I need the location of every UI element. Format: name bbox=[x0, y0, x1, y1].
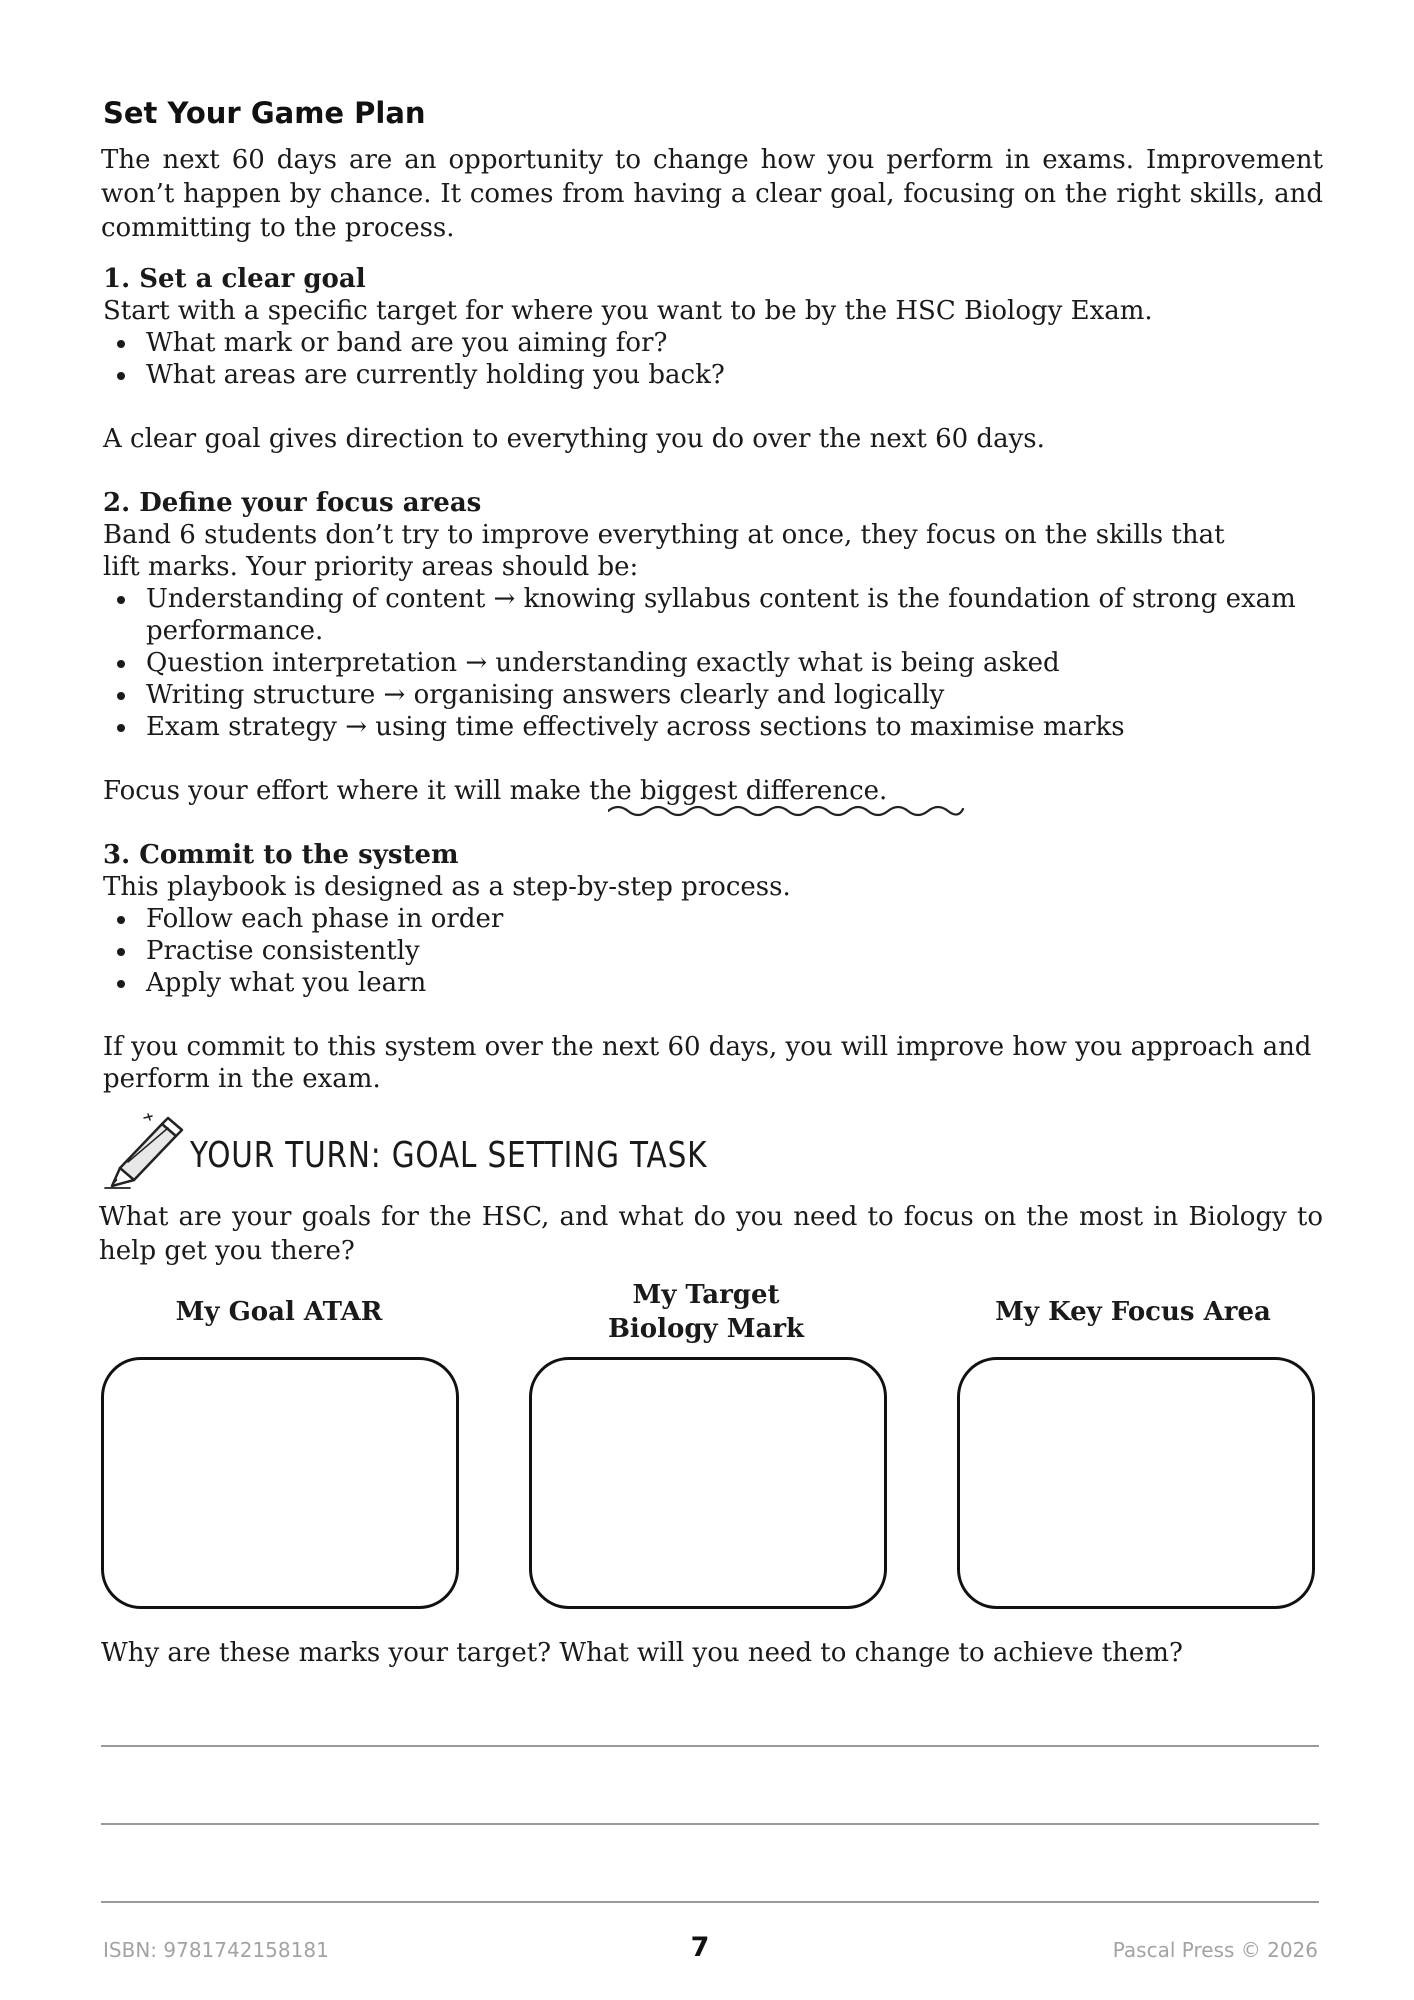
section-lead: Start with a specific target for where you want to be by the HSC Biology Exam. bbox=[103, 296, 1153, 326]
list-item: Practise consistently bbox=[103, 935, 1323, 967]
section-heading: 2. Define your focus areas bbox=[103, 488, 482, 518]
closing-text: Focus your effort where it will make the bbox=[103, 776, 640, 806]
list-item: Writing structure → organising answers clearly and logically bbox=[103, 679, 1323, 711]
goal-atar-label: My Goal ATAR bbox=[175, 1297, 383, 1327]
emphasis-text: biggest difference. bbox=[640, 776, 888, 806]
section-commit bbox=[103, 839, 1323, 1095]
section-heading: 3. Commit to the system bbox=[103, 840, 459, 870]
writing-line[interactable] bbox=[101, 1901, 1319, 1903]
task-question: What are your goals for the HSC, and what do you need to focus on the most in Biology to help get you there? bbox=[99, 1202, 1323, 1266]
list-item: Apply what you learn bbox=[103, 967, 1323, 999]
list-item: Follow each phase in order bbox=[103, 903, 1323, 935]
wavy-underline bbox=[608, 803, 968, 817]
section-lead: Band 6 students don’t try to improve everything at once, they focus on the skills that lift marks. Your priority areas should be: bbox=[103, 520, 1225, 582]
target-biology-mark-box[interactable] bbox=[529, 1357, 887, 1609]
list-item: Question interpretation → understanding exactly what is being asked bbox=[103, 647, 1323, 679]
writing-line[interactable] bbox=[101, 1745, 1319, 1747]
list-item: What areas are currently holding you back? bbox=[103, 359, 1323, 391]
list-item: Exam strategy → using time effectively across sections to maximise marks bbox=[103, 711, 1323, 743]
page-number: 7 bbox=[690, 1932, 710, 1963]
section-closing: If you commit to this system over the next 60 days, you will improve how you approach and perform in the exam. bbox=[103, 1032, 1312, 1094]
bullet-list bbox=[103, 583, 1323, 743]
section-closing bbox=[103, 775, 1323, 807]
writing-line[interactable] bbox=[101, 1823, 1319, 1825]
target-biology-mark-label: My Target Biology Mark bbox=[607, 1280, 805, 1344]
section-closing: A clear goal gives direction to everything you do over the next 60 days. bbox=[103, 424, 1045, 454]
pencil-icon bbox=[100, 1110, 186, 1190]
intro-paragraph: The next 60 days are an opportunity to change how you perform in exams. Improvement won’t happen by chance. It comes from having a clear goal, focusing on the right skills, and committing to the process. bbox=[101, 145, 1323, 243]
publisher-text: Pascal Press © 2026 bbox=[1112, 1938, 1318, 1962]
followup-question: Why are these marks your target? What will you need to change to achieve them? bbox=[101, 1638, 1183, 1668]
bullet-list bbox=[103, 903, 1323, 999]
goal-atar-box[interactable] bbox=[101, 1357, 459, 1609]
task-heading: YOUR TURN: GOAL SETTING TASK bbox=[190, 1135, 708, 1176]
key-focus-area-box[interactable] bbox=[957, 1357, 1315, 1609]
list-item: Understanding of content → knowing syllabus content is the foundation of strong exam performance. bbox=[103, 583, 1323, 647]
bullet-list bbox=[103, 327, 1323, 391]
key-focus-area-label: My Key Focus Area bbox=[995, 1297, 1271, 1327]
isbn-text: ISBN: 9781742158181 bbox=[103, 1938, 329, 1962]
section-focus-areas bbox=[103, 487, 1323, 807]
section-set-goal bbox=[103, 263, 1323, 455]
page-title: Set Your Game Plan bbox=[103, 96, 426, 130]
list-item: What mark or band are you aiming for? bbox=[103, 327, 1323, 359]
section-lead: This playbook is designed as a step-by-step process. bbox=[103, 872, 791, 902]
section-heading: 1. Set a clear goal bbox=[103, 264, 366, 294]
